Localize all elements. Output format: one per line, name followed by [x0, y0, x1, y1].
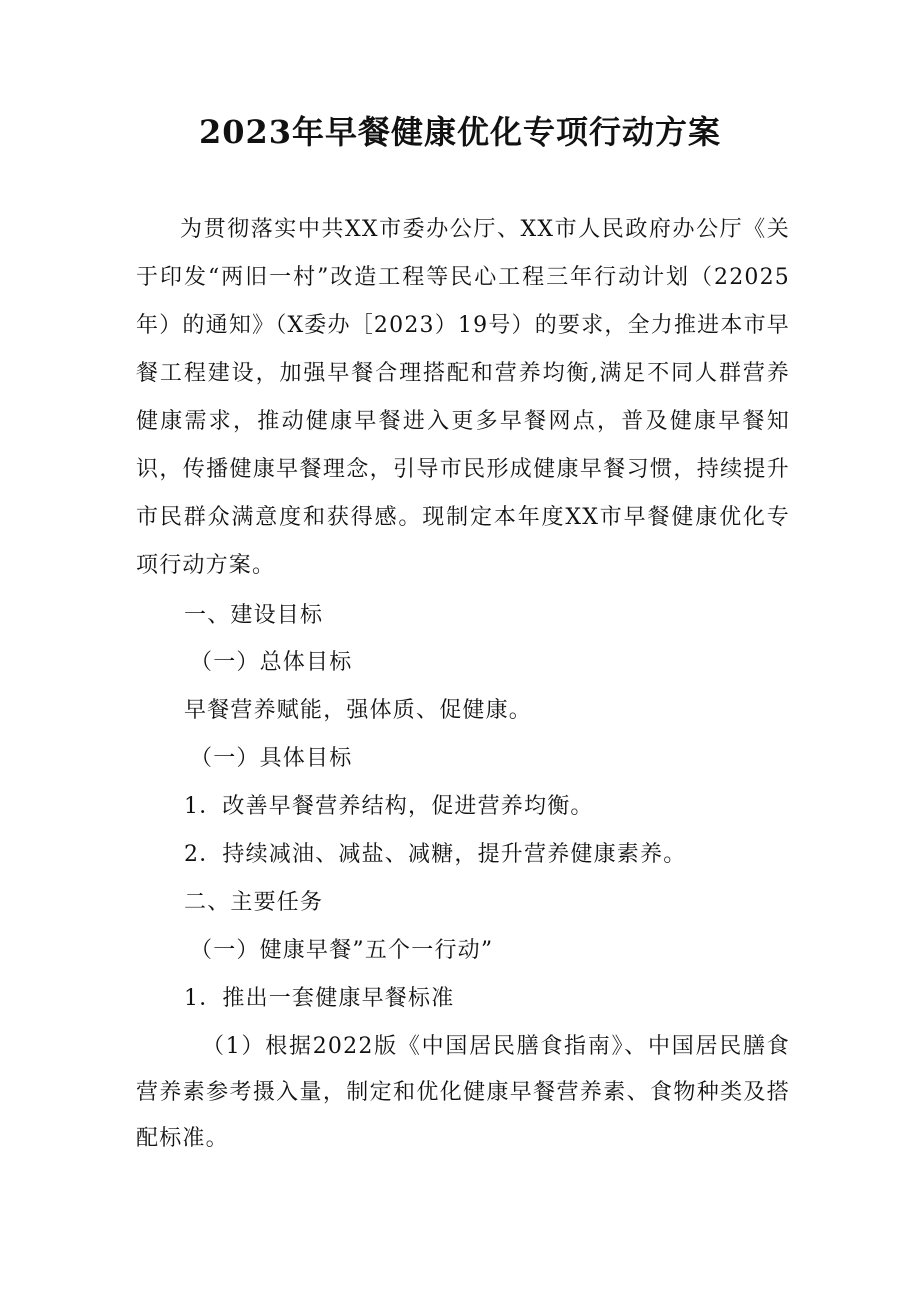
- document-title: 2023年早餐健康优化专项行动方案: [198, 113, 722, 151]
- section-heading-tasks: 二、主要任务: [184, 890, 324, 915]
- subheading-five-actions: （一）健康早餐”五个一行动”: [190, 938, 494, 963]
- intro-paragraph: 为贯彻落实中共XX市委办公厅、XX市人民政府办公厅《关于印发“两旧一村”改造工程等民心工程三年行动计划（22025年）的通知》（X委办［2023）19号）的要求，全力推进本市早餐工程建设，加强早餐合理搭配和营养均衡,满足不同人群营养健康需求，推动健康早餐进入更多早餐网点，普及健康早餐知识，传播健康早餐理念，引导市民形成健康早餐习惯，持续提升市民群众满意度和获得感。现制定本年度XX市早餐健康优化专项行动方案。: [136, 217, 790, 578]
- subheading-overall-goal: （一）总体目标: [190, 650, 353, 675]
- specific-goal-item-2: 2．持续减油、减盐、减糖，提升营养健康素养。: [184, 842, 687, 867]
- overall-goal-text: 早餐营养赋能，强体质、促健康。: [184, 698, 533, 723]
- task-item-1: 1．推出一套健康早餐标准: [184, 986, 455, 1011]
- subheading-specific-goals: （一）具体目标: [190, 746, 353, 771]
- section-heading-goals: 一、建设目标: [184, 603, 324, 628]
- specific-goal-item-1: 1．改善早餐营养结构，促进营养均衡。: [184, 794, 594, 819]
- task-item-1-paragraph: （1）根据2022版《中国居民膳食指南》、中国居民膳食营养素参考摄入量，制定和优化健康早餐营养素、食物种类及搭配标准。: [136, 1034, 790, 1151]
